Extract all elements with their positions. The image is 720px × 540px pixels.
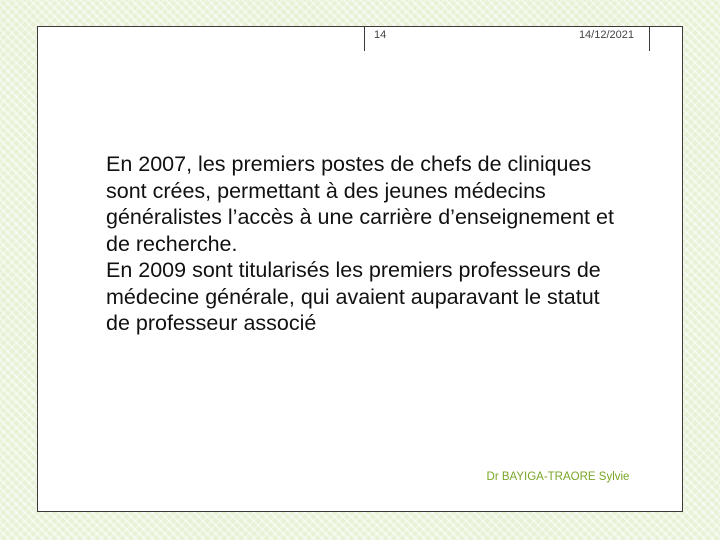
header-divider-right <box>649 27 650 51</box>
slide-number: 14 <box>374 29 387 41</box>
footer-author: Dr BAYIGA-TRAORE Sylvie <box>486 471 630 483</box>
slide <box>37 26 683 512</box>
header-divider-left <box>364 27 365 51</box>
slide-body <box>106 151 626 337</box>
body-paragraph-2009: En 2009 sont titularisés les premiers professeurs de médecine générale, qui avaient auparavant le statut de professeur associé <box>106 258 601 335</box>
body-paragraph-2007: En 2007, les premiers postes de chefs de cliniques sont crées, permettant à des jeunes médecins généralistes l’accès à une carrière d’enseignement et de recherche. <box>106 152 614 256</box>
slide-date: 14/12/2021 <box>578 29 634 41</box>
